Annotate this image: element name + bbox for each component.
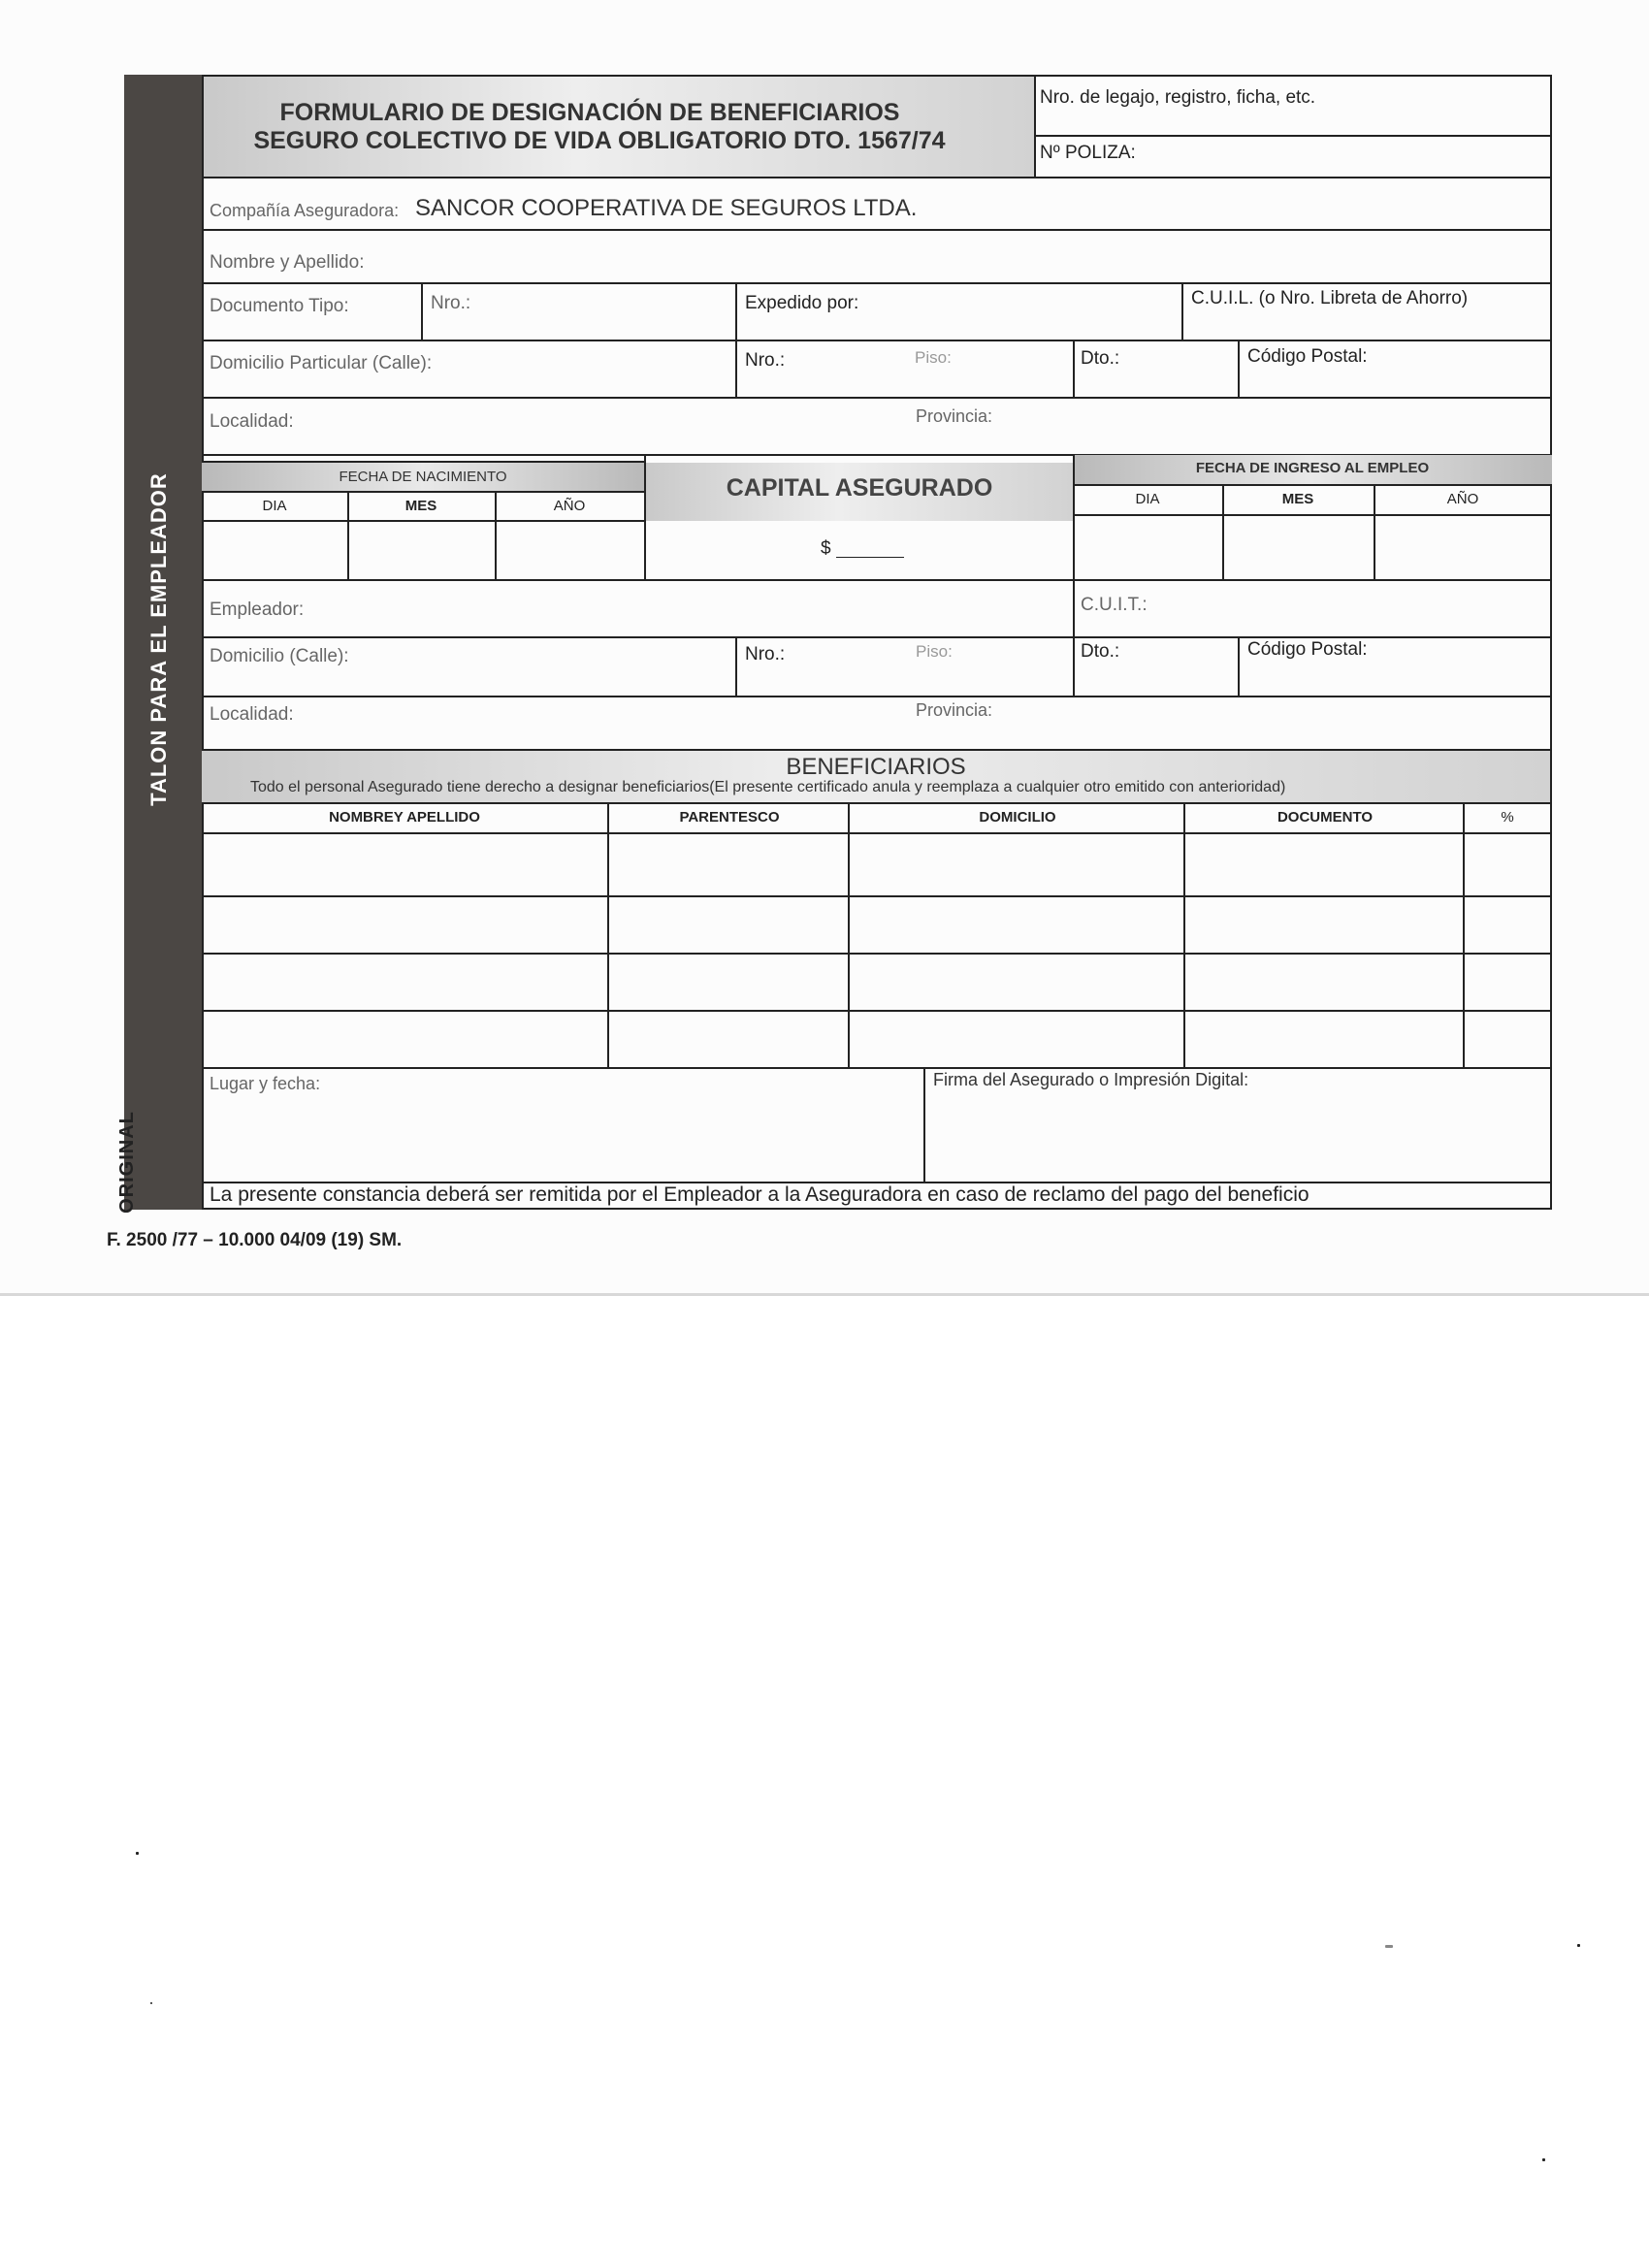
cell-divider xyxy=(923,1067,925,1183)
dto-label: Dto.: xyxy=(1081,348,1120,369)
table-row xyxy=(202,953,1552,955)
emp-localidad-label: Localidad: xyxy=(210,704,294,725)
beneficiarios-title: BENEFICIARIOS xyxy=(786,754,966,780)
cell-divider xyxy=(735,282,737,340)
original-label: ORIGINAL xyxy=(116,1111,138,1214)
piso-label: Piso: xyxy=(915,348,952,367)
ing-mes-label: MES xyxy=(1281,491,1314,507)
company-name: SANCOR COOPERATIVA DE SEGUROS LTDA. xyxy=(415,195,918,221)
scan-speck xyxy=(1385,1945,1393,1948)
table-row xyxy=(202,1010,1552,1012)
form-title-line2: SEGURO COLECTIVO DE VIDA OBLIGATORIO DTO. 1567/74 xyxy=(253,127,946,154)
row-line xyxy=(202,177,1552,178)
lugar-fecha-label: Lugar y fecha: xyxy=(210,1074,321,1093)
ing-ano-label: AÑO xyxy=(1446,491,1479,507)
col-documento: DOCUMENTO xyxy=(1277,809,1374,826)
cell-divider xyxy=(1181,282,1183,340)
beneficiarios-subtitle: Todo el personal Asegurado tiene derecho a designar beneficiarios(El presente certificado anula y reemplaza a cualquier otro emitido con anterioridad) xyxy=(250,779,1286,795)
domicilio-particular-label: Domicilio Particular (Calle): xyxy=(210,353,433,373)
scan-speck xyxy=(150,2002,152,2004)
table-row xyxy=(202,1067,1552,1069)
row-line xyxy=(1073,514,1552,516)
capital-label: CAPITAL ASEGURADO xyxy=(726,474,993,502)
nac-dia-label: DIA xyxy=(262,498,287,514)
cell-divider xyxy=(1073,579,1075,637)
empleador-label: Empleador: xyxy=(210,599,305,620)
cuit-label: C.U.I.T.: xyxy=(1081,595,1148,615)
nombre-label: Nombre y Apellido: xyxy=(210,252,365,273)
cell-divider xyxy=(735,636,737,697)
doc-tipo-label: Documento Tipo: xyxy=(210,296,349,316)
cuil-label: C.U.I.L. (o Nro. Libreta de Ahorro) xyxy=(1191,288,1469,308)
poliza-label: Nº POLIZA: xyxy=(1040,143,1136,163)
cell-divider xyxy=(421,282,423,340)
border-bottom xyxy=(202,1208,1552,1210)
row-line xyxy=(202,696,1552,697)
header-divider xyxy=(1034,75,1036,178)
cell-divider xyxy=(1463,802,1465,1068)
emp-piso-label: Piso: xyxy=(916,642,953,661)
row-line xyxy=(202,491,646,493)
emp-domicilio-label: Domicilio (Calle): xyxy=(210,646,349,666)
ing-dia-label: DIA xyxy=(1135,491,1160,507)
cell-divider xyxy=(607,802,609,1068)
cell-divider xyxy=(1183,802,1185,1068)
col-parentesco: PARENTESCO xyxy=(679,809,780,826)
border-left xyxy=(202,75,204,1210)
row-line xyxy=(202,802,1552,804)
form-code: F. 2500 /77 – 10.000 04/09 (19) SM. xyxy=(107,1230,403,1250)
capital-value-line xyxy=(836,557,904,558)
nac-mes-label: MES xyxy=(404,498,437,514)
form-title-line1: FORMULARIO DE DESIGNACIÓN DE BENEFICIARIOS xyxy=(279,99,900,126)
scan-speck xyxy=(1542,2158,1545,2161)
sidebar-label: TALON PARA EL EMPLEADOR xyxy=(146,472,171,806)
page-fold-line xyxy=(0,1293,1649,1296)
cell-divider xyxy=(1073,636,1075,697)
scan-speck xyxy=(136,1852,139,1855)
emp-nro-label: Nro.: xyxy=(745,644,786,664)
nacimiento-label: FECHA DE NACIMIENTO xyxy=(339,469,507,485)
row-line xyxy=(202,832,1552,834)
expedido-label: Expedido por: xyxy=(745,293,859,313)
nac-ano-label: AÑO xyxy=(553,498,586,514)
col-domicilio: DOMICILIO xyxy=(979,809,1056,826)
border-top xyxy=(202,75,1552,77)
col-porcentaje: % xyxy=(1501,809,1514,826)
row-line xyxy=(202,282,1552,284)
cell-divider xyxy=(644,455,646,581)
cell-divider xyxy=(1238,636,1240,697)
row-line xyxy=(202,340,1552,341)
row-line xyxy=(202,579,1552,581)
border-right xyxy=(1550,75,1552,1210)
provincia-label: Provincia: xyxy=(916,406,993,426)
doc-nro-label: Nro.: xyxy=(431,293,471,313)
cell-divider xyxy=(1073,455,1075,581)
ingreso-label: FECHA DE INGRESO AL EMPLEO xyxy=(1195,460,1430,476)
col-nombre: NOMBREY APELLIDO xyxy=(329,809,480,826)
beneficiary-form xyxy=(116,75,1552,1214)
emp-cp-label: Código Postal: xyxy=(1247,639,1368,660)
cp-label: Código Postal: xyxy=(1247,346,1368,367)
localidad-label: Localidad: xyxy=(210,411,294,432)
row-line xyxy=(202,636,1552,638)
header-sub-divider xyxy=(1034,135,1552,137)
row-line xyxy=(202,229,1552,231)
row-line xyxy=(1073,484,1552,486)
cell-divider xyxy=(735,340,737,398)
constancia-text: La presente constancia deberá ser remitida por el Empleador a la Aseguradora en caso de reclamo del pago del beneficio xyxy=(210,1183,1310,1206)
cell-divider xyxy=(1238,340,1240,398)
emp-provincia-label: Provincia: xyxy=(916,700,993,720)
table-row xyxy=(202,895,1552,897)
emp-dto-label: Dto.: xyxy=(1081,641,1120,662)
legajo-label: Nro. de legajo, registro, ficha, etc. xyxy=(1040,87,1316,108)
row-line xyxy=(202,397,1552,399)
row-line xyxy=(202,520,646,522)
row-line xyxy=(202,461,646,463)
cell-divider xyxy=(1073,340,1075,398)
scan-speck xyxy=(1577,1944,1580,1947)
firma-label: Firma del Asegurado o Impresión Digital: xyxy=(933,1070,1249,1089)
company-label: Compañía Aseguradora: xyxy=(210,201,400,220)
capital-value: $ xyxy=(821,538,831,559)
cell-divider xyxy=(848,802,850,1068)
dom-nro-label: Nro.: xyxy=(745,350,786,371)
